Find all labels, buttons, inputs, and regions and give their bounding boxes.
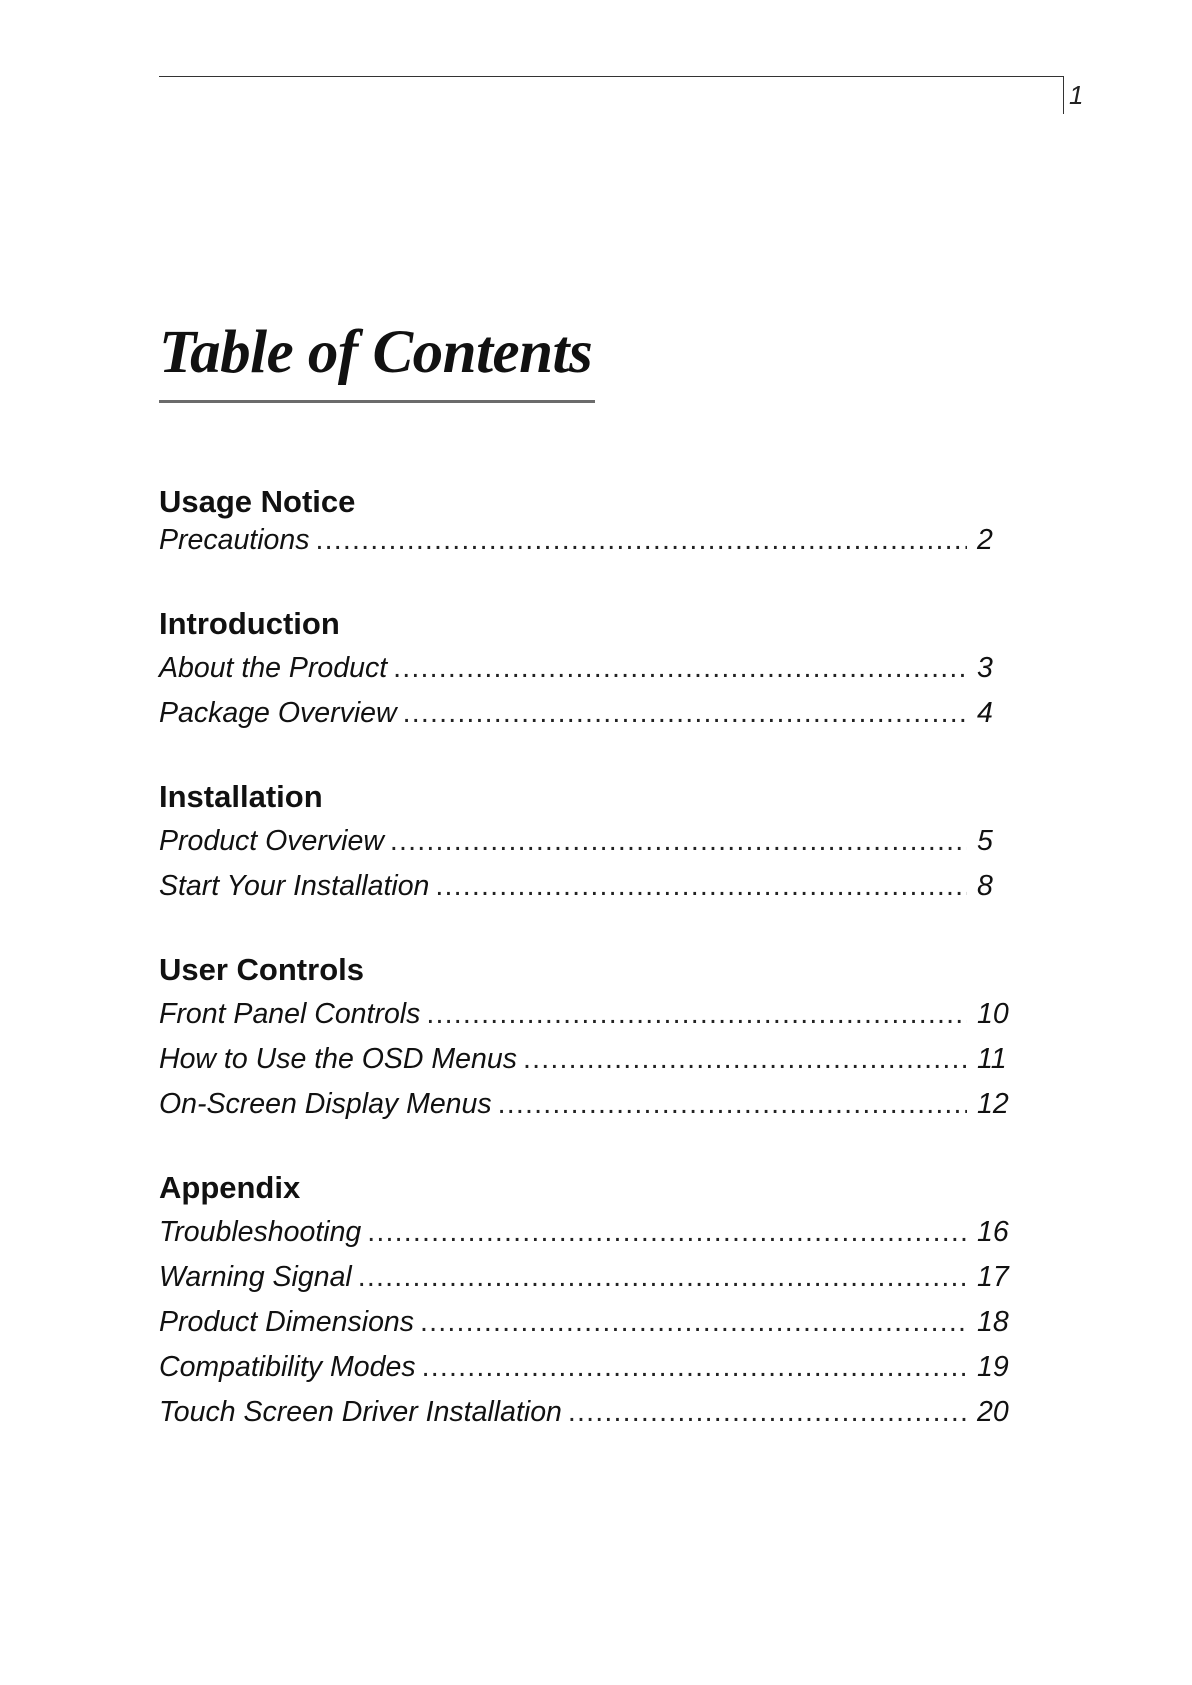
toc-section-appendix [159,1166,1019,1435]
section-heading: Usage Notice [159,484,356,519]
toc-entry-label: Product Dimensions [159,1306,415,1338]
toc-entry-page: 20 [977,1396,1009,1428]
toc-entry[interactable] [159,1255,1019,1300]
toc-entry-label: Warning Signal [159,1261,352,1293]
toc-entry-page: 4 [977,697,993,729]
toc-entry[interactable] [159,691,1019,736]
section-heading: Installation [159,779,323,814]
toc-entry[interactable] [159,1082,1019,1127]
toc-section-introduction [159,602,1019,736]
header-rule [159,76,1063,77]
dot-leader [316,518,967,563]
dot-leader [498,1082,967,1127]
dot-leader [426,992,967,1037]
toc-entry-label: How to Use the OSD Menus [159,1043,517,1075]
toc-section-installation [159,775,1019,909]
toc-entry-page: 12 [977,1088,1009,1120]
toc-entry-label: Package Overview [159,697,397,729]
dot-leader [523,1037,967,1082]
toc-entry[interactable] [159,864,1019,909]
toc-entry-label: About the Product [159,652,388,684]
dot-leader [422,1345,967,1390]
toc-entry[interactable] [159,992,1019,1037]
toc-entry-label: Product Overview [159,825,384,857]
toc-section-user-controls [159,948,1019,1127]
toc-entry[interactable] [159,1210,1019,1255]
toc-entry[interactable] [159,646,1019,691]
section-heading: Introduction [159,606,340,641]
dot-leader [403,691,967,736]
dot-leader [435,864,967,909]
toc-entry-page: 5 [977,825,993,857]
toc-entry-page: 16 [977,1216,1009,1248]
toc-entry-page: 8 [977,870,993,902]
toc-entry[interactable] [159,1390,1019,1435]
toc-entry[interactable] [159,819,1019,864]
title-underline [159,400,595,403]
dot-leader [390,819,967,864]
toc-entry-page: 2 [977,524,993,556]
toc-entry-page: 10 [977,998,1009,1030]
toc-entry[interactable] [159,518,1019,563]
dot-leader [367,1210,967,1255]
toc-entry-label: Front Panel Controls [159,998,421,1030]
section-heading: User Controls [159,952,364,987]
dot-leader [393,646,967,691]
toc-entry-label: Precautions [159,524,310,556]
toc-entry-page: 3 [977,652,993,684]
toc-entry[interactable] [159,1300,1019,1345]
toc-entry-page: 19 [977,1351,1009,1383]
section-heading: Appendix [159,1170,301,1205]
dot-leader [568,1390,967,1435]
toc-entry-label: Compatibility Modes [159,1351,416,1383]
toc-entry[interactable] [159,1345,1019,1390]
header-tick [1063,76,1064,114]
toc-entry[interactable] [159,1037,1019,1082]
toc-entry-label: On-Screen Display Menus [159,1088,492,1120]
toc-entry-page: 17 [977,1261,1009,1293]
toc-entry-label: Start Your Installation [159,870,430,902]
table-of-contents [159,480,1019,1474]
toc-section-usage-notice [159,480,1019,563]
toc-entry-label: Touch Screen Driver Installation [159,1396,562,1428]
toc-entry-page: 11 [977,1043,1007,1075]
dot-leader [420,1300,967,1345]
page-number: 1 [1069,80,1084,110]
dot-leader [358,1255,967,1300]
toc-entry-label: Troubleshooting [159,1216,362,1248]
toc-entry-page: 18 [977,1306,1009,1338]
page-title: Table of Contents [159,319,593,386]
